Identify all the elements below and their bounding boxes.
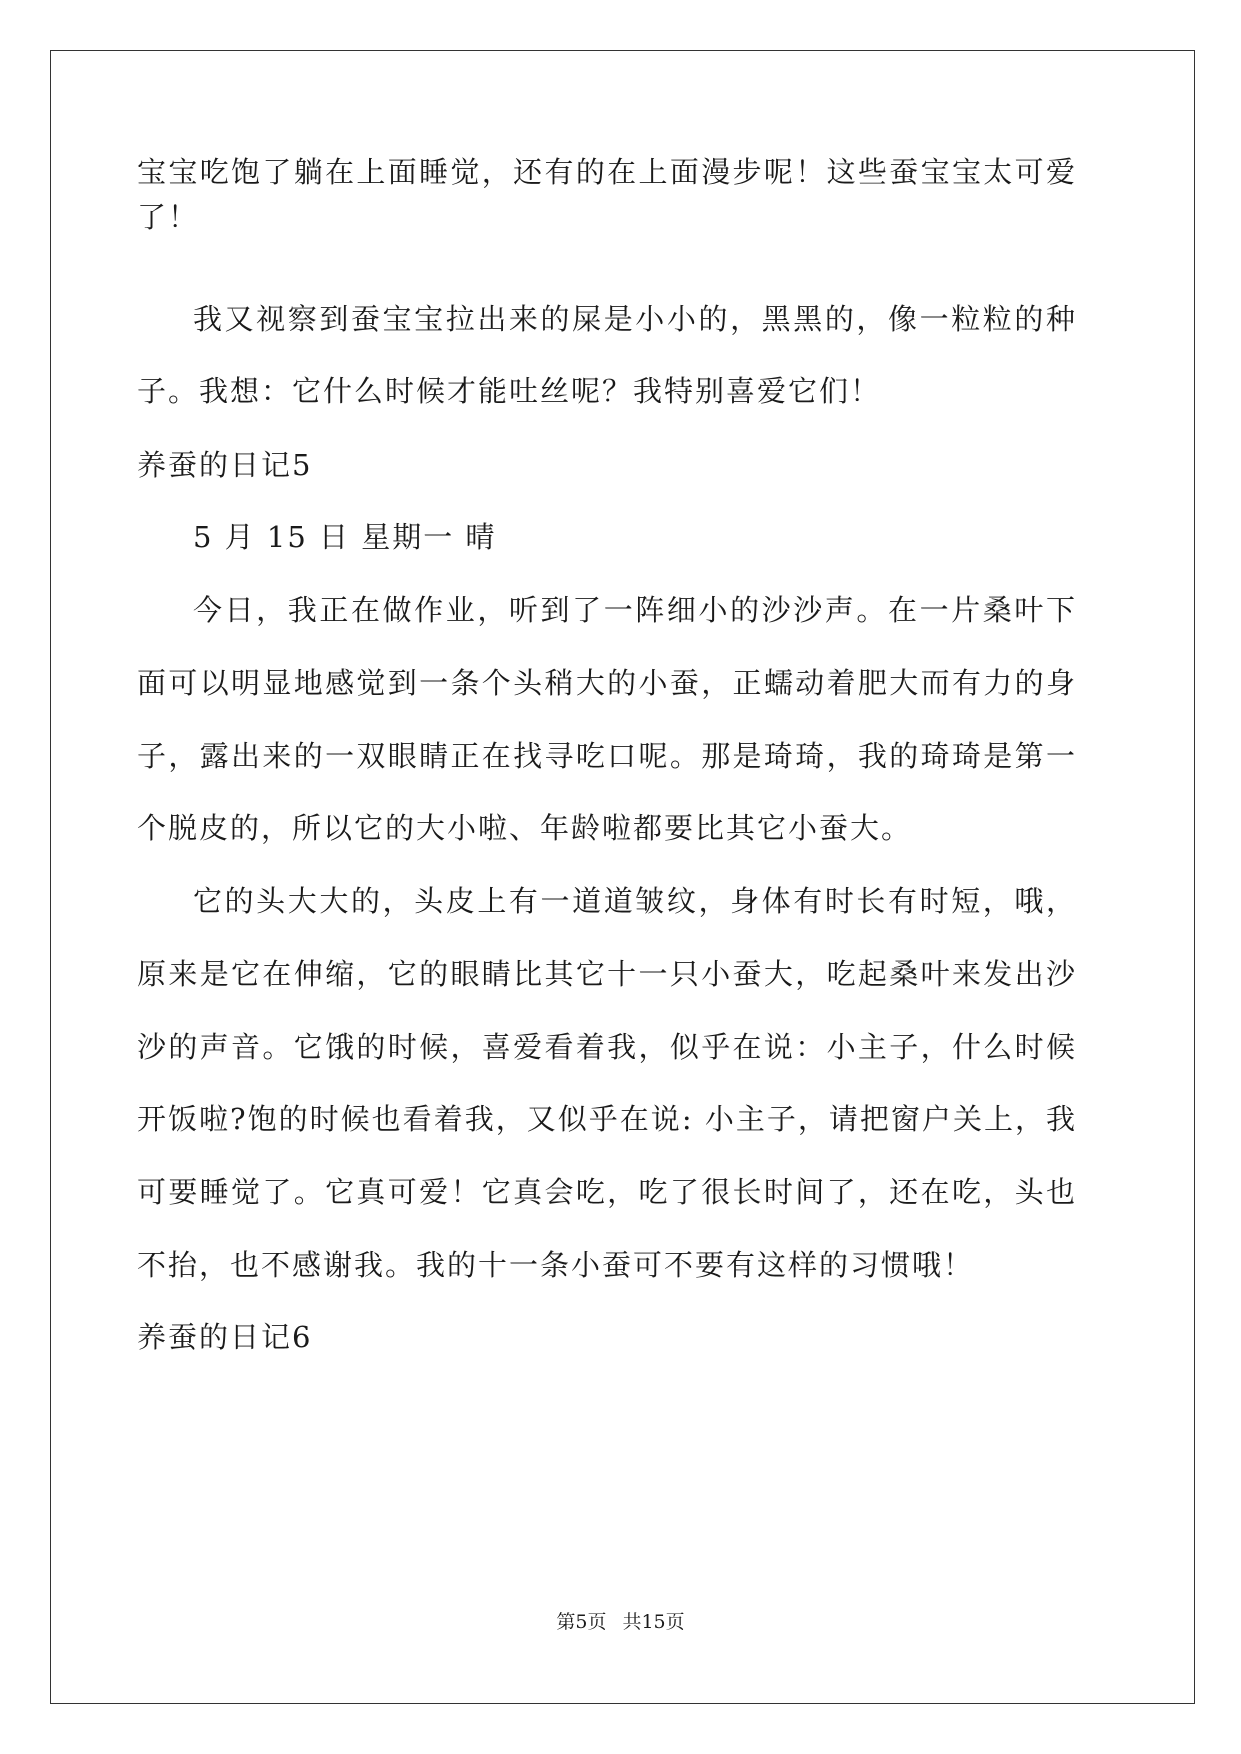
- text-line: 不抬，也不感谢我。我的十一条小蚕可不要有这样的习惯哦！: [137, 1248, 975, 1282]
- page-number: 第5页: [556, 1611, 607, 1633]
- text-line: 我又视察到蚕宝宝拉出来的屎是小小的，黑黑的，像一粒粒的种: [193, 302, 1077, 336]
- text-line: 子，露出来的一双眼睛正在找寻吃口呢。那是琦琦，我的琦琦是第一: [137, 739, 1077, 773]
- page-footer: [0, 1610, 1241, 1634]
- diary-date: 5 月 15 日 星期一 晴: [193, 520, 497, 554]
- section-heading: 养蚕的日记5: [137, 448, 313, 482]
- section-heading: 养蚕的日记6: [137, 1320, 313, 1354]
- text-line: 可要睡觉了。它真可爱！它真会吃，吃了很长时间了，还在吃，头也: [137, 1175, 1077, 1209]
- text-line: 今日，我正在做作业，听到了一阵细小的沙沙声。在一片桑叶下: [193, 593, 1077, 627]
- text-line: 它的头大大的，头皮上有一道道皱纹，身体有时长有时短，哦，: [193, 884, 1077, 918]
- text-line: 面可以明显地感觉到一条个头稍大的小蚕，正蠕动着肥大而有力的身: [137, 666, 1077, 700]
- page-total: 共15页: [622, 1611, 685, 1633]
- text-line: 开饭啦?饱的时候也看着我，又似乎在说: 小主子，请把窗户关上，我: [137, 1102, 1077, 1136]
- text-line: 原来是它在伸缩，它的眼睛比其它十一只小蚕大，吃起桑叶来发出沙: [137, 957, 1077, 991]
- text-line: 宝宝吃饱了躺在上面睡觉，还有的在上面漫步呢！这些蚕宝宝太可爱: [137, 155, 1077, 189]
- text-line: 个脱皮的，所以它的大小啦、年龄啦都要比其它小蚕大。: [137, 811, 913, 845]
- text-line: 沙的声音。它饿的时候，喜爱看着我，似乎在说：小主子，什么时候: [137, 1030, 1077, 1064]
- text-line: 子。我想：它什么时候才能吐丝呢？我特别喜爱它们！: [137, 374, 882, 408]
- text-line: 了！: [137, 200, 200, 234]
